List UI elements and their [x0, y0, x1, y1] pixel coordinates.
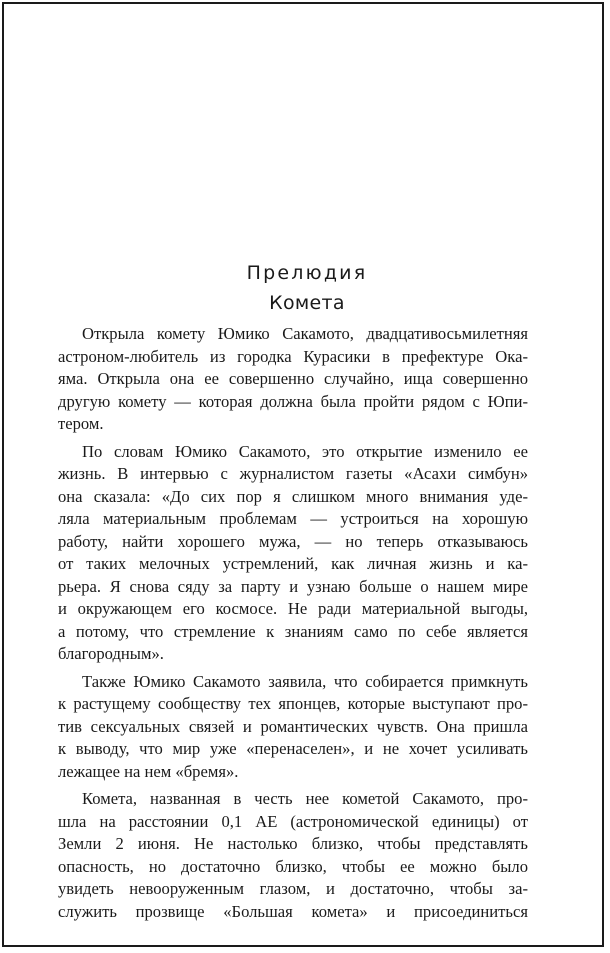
- text-line: благородным».: [58, 644, 164, 663]
- text-line: жизнь. В интервью с журналистом газеты «Асахи симбун»: [58, 464, 528, 483]
- text-line: работу, найти хорошего мужа, — но теперь отказываюсь: [58, 531, 528, 551]
- text-line: Открыла комету Юмико Сакамото, двадцативосьмилетняя: [82, 324, 528, 343]
- text-line: и окружающем его космосе. Не ради материальной выгоды,: [58, 599, 528, 618]
- paragraph: [58, 788, 528, 923]
- text-line: лежащее на нем «бремя».: [58, 761, 239, 781]
- paragraph: [58, 323, 528, 436]
- text-line: к растущему сообществу тех японцев, которые выступают про-: [58, 694, 528, 713]
- text-line: к выводу, что мир уже «перенаселен», и не хочет усиливать: [58, 739, 528, 758]
- text-line: она сказала: «До сих пор я слишком много внимания уде-: [58, 486, 528, 506]
- text-line: Земли 2 июня. Не настолько близко, чтобы представлять: [58, 834, 528, 853]
- text-line: опасность, но достаточно близко, чтобы ее можно было: [58, 856, 528, 876]
- text-line: Также Юмико Сакамото заявила, что собирается примкнуть: [82, 671, 528, 691]
- text-line: яма. Открыла она ее совершенно случайно, ища совершенно: [58, 369, 528, 388]
- text-line: тив сексуальных связей и романтических чувств. Она пришла: [58, 716, 528, 736]
- text-line: ляла материальным проблемам — устроиться на хорошую: [58, 509, 528, 528]
- text-line: астроном-любитель из городка Курасики в префектуре Ока-: [58, 346, 528, 366]
- text-line: другую комету — которая должна была пройти рядом с Юпи-: [58, 391, 528, 411]
- text-line: служить прозвище «Большая комета» и присоединиться: [58, 901, 528, 921]
- body-text: [58, 323, 528, 928]
- chapter-title: Прелюдия: [246, 262, 368, 284]
- paragraph: [58, 671, 528, 784]
- text-line: тером.: [58, 414, 104, 433]
- text-line: рьера. Я снова сяду за парту и узнаю больше о нашем мире: [58, 576, 528, 596]
- text-line: от таких мелочных устремлений, как личная жизнь и ка-: [58, 554, 528, 573]
- text-line: а потому, что стремление к знаниям само по себе является: [58, 621, 528, 641]
- text-line: увидеть невооруженным глазом, и достаточно, чтобы за-: [58, 879, 528, 898]
- text-line: шла на расстоянии 0,1 АЕ (астрономической единицы) от: [58, 811, 528, 831]
- chapter-subtitle: Комета: [269, 292, 345, 314]
- text-line: По словам Юмико Сакамото, это открытие изменило ее: [82, 441, 528, 461]
- paragraph: [58, 441, 528, 666]
- text-line: Комета, названная в честь нее кометой Сакамото, про-: [82, 789, 528, 808]
- book-page: [2, 2, 604, 947]
